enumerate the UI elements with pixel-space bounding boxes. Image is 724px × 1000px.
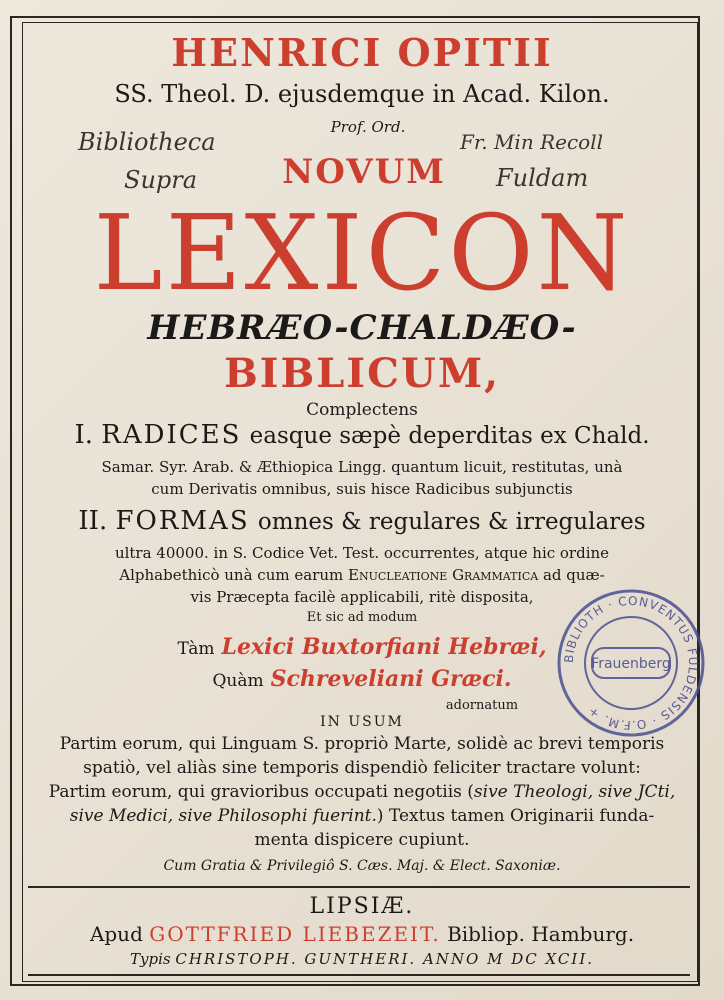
handwritten-note-right-2: Fuldam bbox=[496, 164, 589, 192]
imprint-publisher: GOTTFRIED LIEBEZEIT. bbox=[149, 922, 441, 946]
quam-schreveliani: Schreveliani Græci. bbox=[270, 666, 512, 692]
stamp-ring-text: BIBLIOTH · CONVENTUS FULDENSIS · O.F.M. + bbox=[561, 593, 701, 733]
imprint-biblio: Bibliop. Hamburg. bbox=[447, 922, 635, 946]
title-lexicon: LEXICON bbox=[93, 192, 631, 314]
body-line-3-b: sive Theologi, sive JCti, bbox=[473, 782, 676, 802]
stamp-center-text: Frauenberg bbox=[591, 656, 671, 672]
section-1-line-3: cum Derivatis omnibus, suis hisce Radicibus subjunctis bbox=[151, 480, 573, 498]
quam-label: Quàm bbox=[212, 671, 264, 691]
section-2-heading bbox=[0, 506, 724, 536]
imprint-rule-top bbox=[28, 886, 690, 888]
body-line-3-a: Partim eorum, qui gravioribus occupati negotiis ( bbox=[48, 782, 474, 802]
section-2-line-2: ultra 40000. in S. Codice Vet. Test. occurrentes, atque hic ordine bbox=[114, 544, 610, 562]
imprint-rule-bottom bbox=[28, 974, 690, 976]
title-novum: NOVUM bbox=[282, 152, 446, 192]
section-2-line-3-c: ad quæ- bbox=[542, 566, 605, 584]
handwritten-note-right-1: Fr. Min Recoll bbox=[460, 130, 603, 154]
section-2-line-3-b: Enucleatione Grammatica bbox=[348, 566, 539, 584]
handwritten-note-left-2: Supra bbox=[124, 166, 198, 194]
tam-lexici-buxtorfiani: Lexici Buxtorfiani Hebræi, bbox=[221, 634, 547, 660]
place-lipsiae: LIPSIÆ. bbox=[309, 894, 415, 919]
section-2-formas: FORMAS bbox=[115, 506, 250, 536]
section-2-line-4: vis Præcepta facilè applicabili, ritè disposita, bbox=[190, 588, 534, 606]
body-line-2: spatiò, vel aliàs sine temporis dispendiò feliciter tractare volunt: bbox=[83, 758, 641, 778]
title-hebraeo-chaldaeo: HEBRÆO-CHALDÆO- bbox=[147, 308, 577, 348]
privilege-line: Cum Gratia & Privilegiô S. Cæs. Maj. & Elect. Saxoniæ. bbox=[163, 858, 561, 874]
adornatum: adornatum bbox=[445, 698, 519, 713]
et-sic-ad-modum: Et sic ad modum bbox=[306, 610, 418, 625]
title-biblicum: BIBLICUM, bbox=[223, 350, 501, 397]
body-line-3 bbox=[0, 782, 724, 802]
body-line-1: Partim eorum, qui Linguam S. propriò Marte, solidè ac brevi temporis bbox=[59, 734, 665, 754]
section-1-numeral: I. bbox=[74, 420, 93, 450]
section-2-numeral: II. bbox=[78, 506, 108, 536]
imprint-printer: CHRISTOPH. GUNTHERI. ANNO M DC XCII. bbox=[175, 950, 595, 968]
body-line-4-a: sive Medici, sive Philosophi fuerint. bbox=[69, 806, 377, 826]
complectens: Complectens bbox=[306, 400, 418, 420]
handwritten-note-left-1: Bibliotheca bbox=[78, 128, 216, 156]
body-line-5: menta dispicere cupiunt. bbox=[254, 830, 470, 850]
imprint-printer-line bbox=[0, 950, 724, 968]
tam-label: Tàm bbox=[177, 639, 215, 659]
author-rank: Prof. Ord. bbox=[330, 118, 406, 136]
in-usum: IN USUM bbox=[320, 714, 404, 730]
section-2-rest: omnes & regulares & irregulares bbox=[257, 509, 646, 535]
author-name: HENRICI OPITII bbox=[171, 30, 553, 75]
section-2-line-3-a: Alphabethicò unà cum earum bbox=[119, 566, 344, 584]
section-1-heading bbox=[0, 420, 724, 450]
imprint-apud: Apud bbox=[89, 922, 143, 946]
section-1-radices: RADICES bbox=[101, 420, 242, 450]
section-2-line-3 bbox=[0, 566, 724, 584]
body-line-4 bbox=[0, 806, 724, 826]
body-line-4-b: ) Textus tamen Originarii funda- bbox=[376, 806, 655, 826]
library-stamp bbox=[556, 588, 706, 738]
imprint-typis: Typis bbox=[129, 950, 171, 968]
imprint-publisher-line bbox=[0, 922, 724, 946]
section-1-line-2: Samar. Syr. Arab. & Æthiopica Lingg. quantum licuit, restitutas, unà bbox=[101, 458, 623, 476]
section-1-rest: easque sæpè deperditas ex Chald. bbox=[249, 423, 650, 449]
author-title: SS. Theol. D. ejusdemque in Acad. Kilon. bbox=[114, 80, 610, 108]
